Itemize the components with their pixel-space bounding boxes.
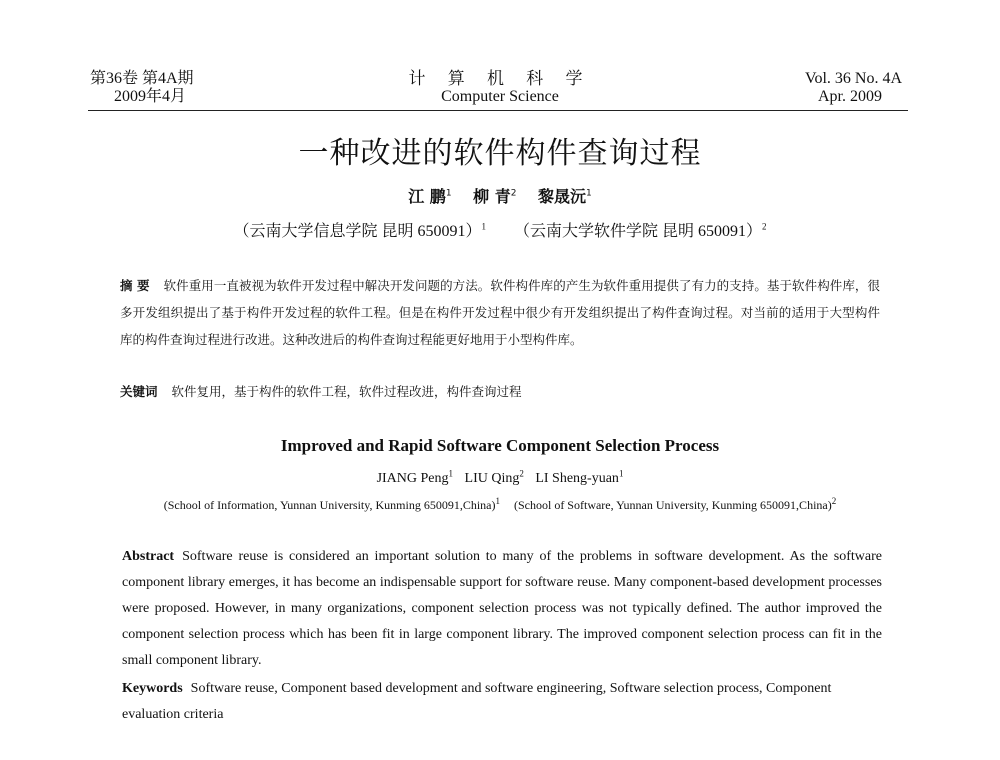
author-list-cn [0,184,1000,207]
affiliation-en: (School of Information, Yunnan University, Kunming 650091,China)$^1$ [163,496,500,512]
author-en: LIU Qing$^2$ [464,468,524,486]
author-cn: 柳 青$^2$ [473,187,517,206]
abstract-cn [120,272,880,353]
affiliations-en [0,496,1000,513]
paper-title-cn: 一种改进的软件构件查询过程 [298,136,702,171]
keywords-en [122,676,882,728]
author-cn: 黎晟沅$^1$ [538,187,592,206]
header-right [805,70,902,106]
issue-number: 第36卷 第4A期 [90,70,194,87]
author-list-en [0,468,1000,487]
author-en: JIANG Peng$^1$ [376,468,454,486]
author-cn: 江 鹏$^1$ [408,187,452,206]
issue-date: 2009年4月 [114,88,187,105]
paper-title-en: Improved and Rapid Software Component Selection Process [280,436,720,455]
volume-date: Apr. 2009 [818,88,882,105]
abstract-text-cn: 软件重用一直被视为软件开发过程中解决开发问题的方法。软件构件库的产生为软件重用提供了有力的支持。基于软件构件库，很多开发组织提出了基于构件开发过程的软件工程。但是在构件开发过程中很少有开发组织提出了构件查询过程。对当前的适用于大型构件库的构件查询过程进行改进。这种改进后的构件查询过程能更好地用于小型构件库。 [120,278,880,347]
author-en: LI Sheng-yuan$^1$ [535,468,624,486]
affiliation-cn: （云南大学软件学院 昆明 650091）$^2$ [514,221,767,240]
affiliation-en: (School of Software, Yunnan University, Kunming 650091,China)$^2$ [513,496,837,512]
abstract-text-en: Software reuse is considered an important solution to many of the problems in software development. As the software component library emerges, it has become an indispensable support for software reuse. Many component-based development processes were proposed. However, in many organizations, component selection process was not typically defined. The author improved the component selection process which has been fit in large component library. The improved component selection process can fit in the small component library. [122,549,882,668]
keywords-text-cn: 软件复用，基于构件的软件工程，软件过程改进，构件查询过程 [171,384,522,399]
abstract-en [122,544,882,674]
keywords-label-en: Keywords [122,681,183,696]
volume-number: Vol. 36 No. 4A [804,70,902,87]
abstract-label-en: Abstract [122,549,175,564]
journal-name-cn: 计 算 机 科 学 [408,69,592,88]
keywords-text-en: Software reuse, Component based development and software engineering, Software selection process, Component evaluation criteria [122,681,832,722]
affiliation-cn: （云南大学信息学院 昆明 650091）$^1$ [233,221,486,240]
keywords-cn [120,382,880,402]
abstract-label-cn: 摘 要 [120,278,150,293]
header-rule [88,110,908,111]
affiliations-cn [0,218,1000,241]
journal-name-en: Computer Science [441,88,559,105]
keywords-label-cn: 关键词 [120,384,158,399]
